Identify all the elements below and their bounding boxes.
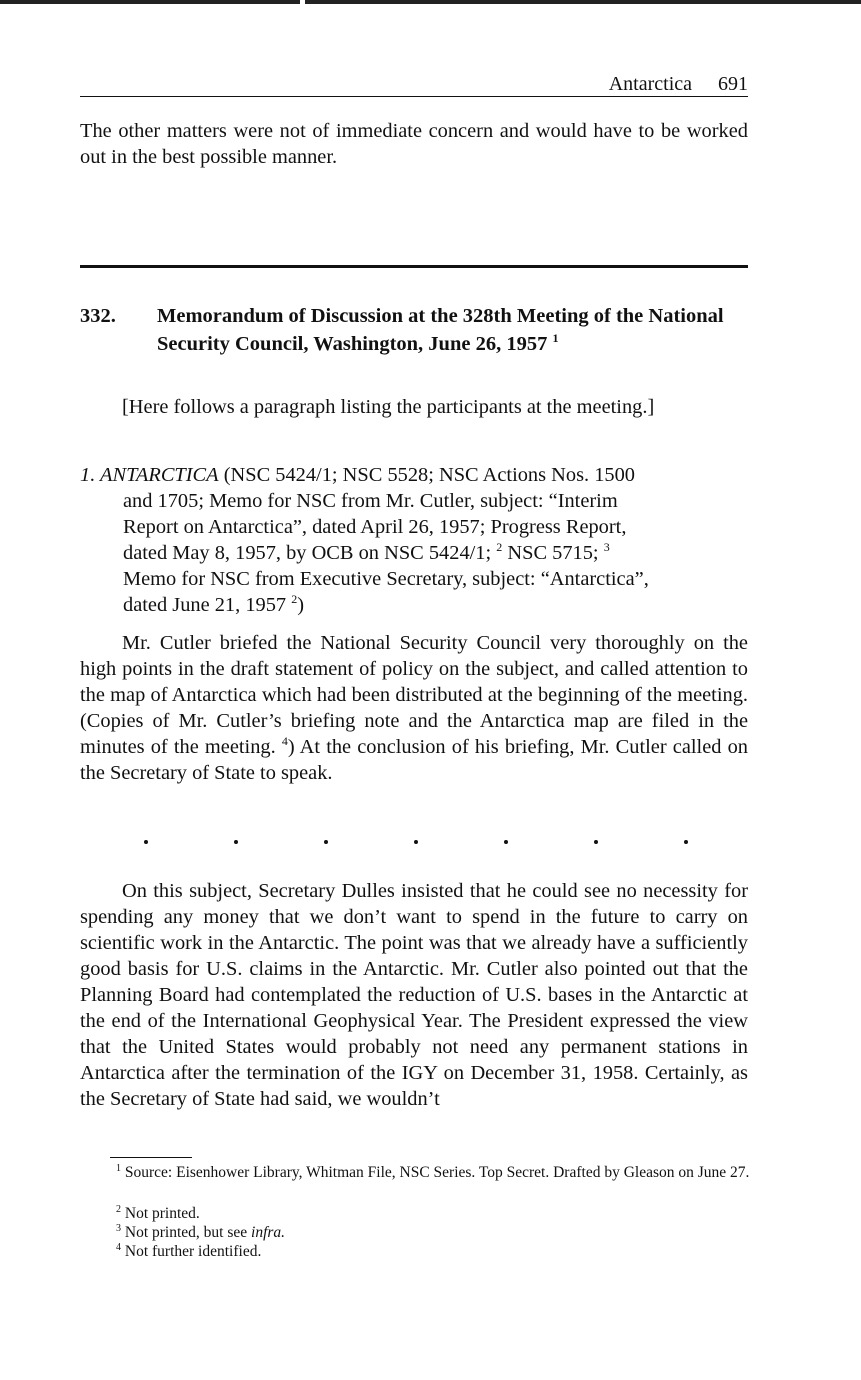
footnote-ref-3: 3 <box>603 540 610 555</box>
agenda-item-line-1: (NSC 5424/1; NSC 5528; NSC Actions Nos. 1500 <box>223 464 635 486</box>
footnote-ref-1: 1 <box>552 331 559 346</box>
page-number: 691 <box>718 73 748 95</box>
agenda-item-label: 1. ANTARCTICA <box>80 464 219 486</box>
briefing-text-2: ) At the conclusion of his briefing, Mr. Cutler called on the Secretary of State to speak. <box>80 736 748 784</box>
page-top-border <box>0 0 861 4</box>
footnote-1-mark: 1 <box>116 1162 121 1174</box>
omission-dot <box>594 840 598 844</box>
intro-paragraph: The other matters were not of immediate concern and would have to be worked out in the best possible manner. <box>80 120 748 168</box>
footnote-3 <box>80 1223 752 1243</box>
footnote-rule <box>110 1157 192 1158</box>
participants-note: [Here follows a paragraph listing the participants at the meeting.] <box>122 396 655 418</box>
page-top-border-gap <box>300 0 305 4</box>
agenda-item-line-4a: dated May 8, 1957, by OCB on NSC 5424/1; <box>123 542 492 564</box>
agenda-item-close-paren: ) <box>297 594 305 616</box>
briefing-paragraph <box>80 630 748 786</box>
running-head <box>80 72 748 97</box>
briefing-text-1: Mr. Cutler briefed the National Security Council very thoroughly on the high points in the draft statement of policy on the subject, and called attention to the map of Antarctica which had been distributed at the beginning of the meeting. (Copies of Mr. Cutler’s briefing note and the Antarctica map are filed in the minutes of the meeting. <box>80 632 748 758</box>
footnote-1-text: Source: Eisenhower Library, Whitman File, NSC Series. Top Secret. Drafted by Gleason on June 27. <box>124 1164 750 1181</box>
footnote-3-text: Not printed, but see <box>124 1224 252 1241</box>
footnote-ref-2: 2 <box>496 540 503 555</box>
running-head-title: Antarctica <box>608 73 692 95</box>
document-title-text: Memorandum of Discussion at the 328th Meeting of the National Security Council, Washington, June 26, 1957 <box>157 305 724 355</box>
footnote-4-mark: 4 <box>116 1241 121 1253</box>
footnote-4 <box>80 1242 752 1262</box>
footnote-2-mark: 2 <box>116 1203 121 1215</box>
agenda-item-antarctica <box>80 462 748 618</box>
omission-dot <box>504 840 508 844</box>
omission-marker <box>0 828 861 858</box>
agenda-item-line-2: and 1705; Memo for NSC from Mr. Cutler, subject: “Interim <box>123 490 618 512</box>
agenda-item-line-5: Memo for NSC from Executive Secretary, subject: “Antarctica”, <box>123 568 649 590</box>
agenda-item-line-4b: NSC 5715; <box>507 542 599 564</box>
footnote-ref-4: 4 <box>281 734 288 749</box>
footnote-1 <box>80 1163 752 1183</box>
omission-dot <box>324 840 328 844</box>
footnote-4-text: Not further identified. <box>124 1243 262 1260</box>
footnote-2-text: Not printed. <box>124 1205 200 1222</box>
omission-dot <box>144 840 148 844</box>
document-number: 332. <box>80 305 116 327</box>
section-divider <box>80 265 748 268</box>
document-title <box>157 302 752 358</box>
agenda-item-line-6: dated June 21, 1957 <box>123 594 287 616</box>
footnote-2 <box>80 1204 752 1224</box>
discussion-paragraph: On this subject, Secretary Dulles insisted that he could see no necessity for spending any money that we don’t want to spend in the future to carry on scientific work in the Antarctic. The point was that we already have a sufficiently good basis for U.S. claims in the Antarctic. Mr. Cutler also pointed out that the Planning Board had contemplated the reduction of U.S. bases in the Antarctic at the end of the International Geophysical Year. The President expressed the view that the United States would probably not need any permanent stations in Antarctica after the termination of the IGY on December 31, 1958. Certainly, as the Secretary of State had said, we wouldn’t <box>80 880 748 1110</box>
agenda-item-line-3: Report on Antarctica”, dated April 26, 1957; Progress Report, <box>123 516 627 538</box>
footnote-3-italic: infra. <box>251 1224 286 1241</box>
omission-dot <box>684 840 688 844</box>
footnote-ref-2b: 2 <box>291 592 298 607</box>
footnote-3-mark: 3 <box>116 1222 121 1234</box>
omission-dot <box>234 840 238 844</box>
omission-dot <box>414 840 418 844</box>
